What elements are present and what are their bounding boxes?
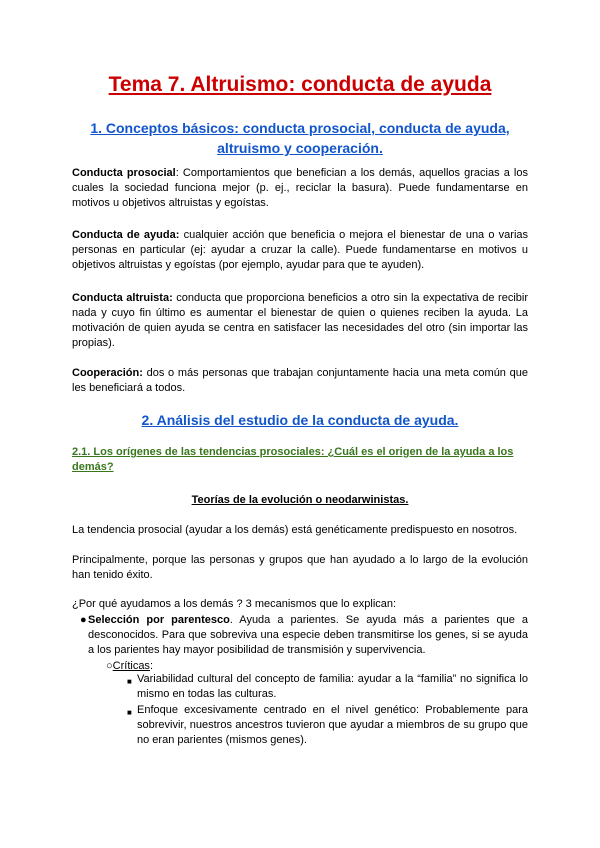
definition-text: Comportamientos que benefician a los demás, aquellos gracias a los cuales la sociedad funciona mejor (p. ej., reciclar la basura). Puede fundamentarse en motivos u objetivos altruistas y egoístas. [72,167,528,209]
section-1-heading-line-2: altruismo y cooperación. [217,140,383,156]
bullet-dot-icon: ● [80,614,87,626]
criticas-label: Críticas [112,660,150,672]
definition-altruista [72,291,528,351]
definition-cooperacion [72,366,528,396]
definition-term: Cooperación: [72,367,143,379]
definition-term: Conducta altruista: [72,292,173,304]
theory-heading: Teorías de la evolución o neodarwinistas. [191,494,409,506]
critica-item-cultural: Variabilidad cultural del concepto de familia: ayudar a la “familia” no significa lo mismo en todas las culturas. [137,673,528,700]
square-bullet-icon: ■ [127,708,132,717]
section-1-heading [70,118,530,158]
criticas-colon: : [149,660,153,672]
definition-text: dos o más personas que trabajan conjuntamente hacia una meta común que les beneficiará a todos. [72,367,528,394]
definition-text: cualquier acción que beneficia o mejora el bienestar de una o varias personas en particular (ej: ayudar a cruzar la calle). Puede fundamentarse en motivos u objetivos altruistas y egoístas (por ejemplo, ayudar para que te ayuden). [72,229,529,271]
section-2-heading: 2. Análisis del estudio de la conducta de ayuda. [141,412,459,428]
critica-item-genetic: Enfoque excesivamente centrado en el nivel genético: Probablemente para sobrevivir, nuestros ancestros tuvieron que ayudar a miembros de su grupo que no eran parientes (mismos genes). [137,704,528,746]
mechanisms-question: ¿Por qué ayudamos a los demás ? 3 mecanismos que lo explican: [72,598,397,610]
document-title: Tema 7. Altruismo: conducta de ayuda [108,73,492,96]
section-1-heading-line-1: 1. Conceptos básicos: conducta prosocial, conducta de ayuda, [90,120,510,136]
mechanism-text: . Ayuda a parientes. Se ayuda más a parientes que a desconocidos. Para que sobreviva una especie deben transmitirse los genes, si se ayuda a los parientes hay mayor posibilidad de transmisión y supervivencia. [88,614,528,656]
paragraph-prosocial-genetic: La tendencia prosocial (ayudar a los demás) está genéticamente predispuesto en nosotros. [72,524,518,536]
hollow-circle-bullet-icon: ○ [106,660,113,672]
paragraph-evolution-success: Principalmente, porque las personas y grupos que han ayudado a lo largo de la evolución han tenido éxito. [72,554,528,581]
square-bullet-icon: ■ [127,677,132,686]
definition-prosocial [72,166,528,211]
definition-conducta-de-ayuda [72,228,528,273]
mechanism-kin-selection [88,613,528,658]
definition-term: Conducta prosocial [72,167,176,179]
definition-text: conducta que proporciona beneficios a otro sin la expectativa de recibir nada y cuyo fin último es aumentar el bienestar de quien o quienes reciben la ayuda. La motivación de quien ayuda se centra en satisfacer las necesidades del otro (sin importar las propias). [72,292,528,349]
definition-separator: : [175,167,179,179]
mechanism-term: Selección por parentesco [88,614,230,626]
definition-term: Conducta de ayuda: [72,229,180,241]
subsection-2-1-heading: 2.1. Los orígenes de las tendencias prosociales: ¿Cuál es el origen de la ayuda a los demás? [72,446,514,473]
